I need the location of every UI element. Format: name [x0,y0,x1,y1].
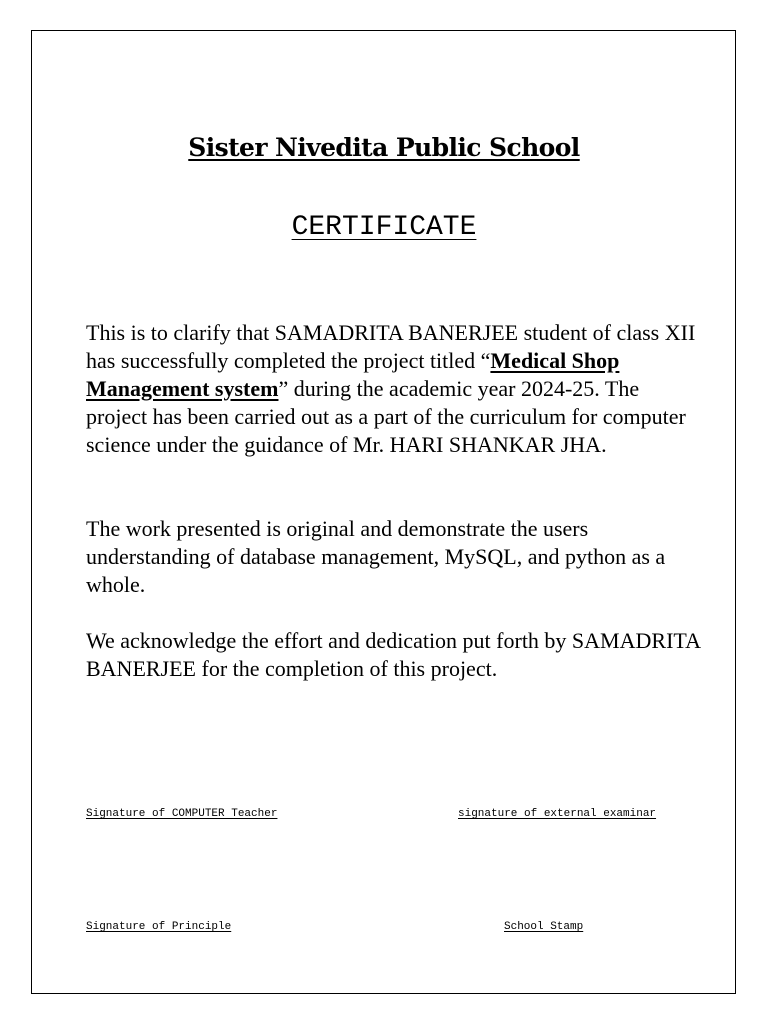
school-name: Sister Nivedita Public School [188,133,580,162]
certificate-body-paragraph [86,319,701,459]
computer-teacher-signature-label: Signature of COMPUTER Teacher [86,808,278,820]
school-stamp-label: School Stamp [504,921,584,933]
principal-signature-label: Signature of Principle [86,921,232,933]
external-examiner-signature-label: signature of external examinar [458,808,657,820]
page-border [31,30,736,994]
work-statement-paragraph: The work presented is original and demonstrate the users understanding of database management, MySQL, and python as a whole. [86,516,666,597]
paragraph-text-after-title: ” during the academic year 2024-25. The project has been carried out as a part of the curriculum for computer science under the guidance of Mr. HARI SHANKAR JHA. [86,376,686,457]
acknowledgement-paragraph: We acknowledge the effort and dedication put forth by SAMADRITA BANERJEE for the completion of this project. [86,628,700,681]
certificate-heading: CERTIFICATE [291,212,477,243]
paragraph-text-before-title: This is to clarify that SAMADRITA BANERJEE student of class XII has successfully completed the project titled “ [86,320,696,373]
project-title: Medical Shop Management system [86,348,620,401]
